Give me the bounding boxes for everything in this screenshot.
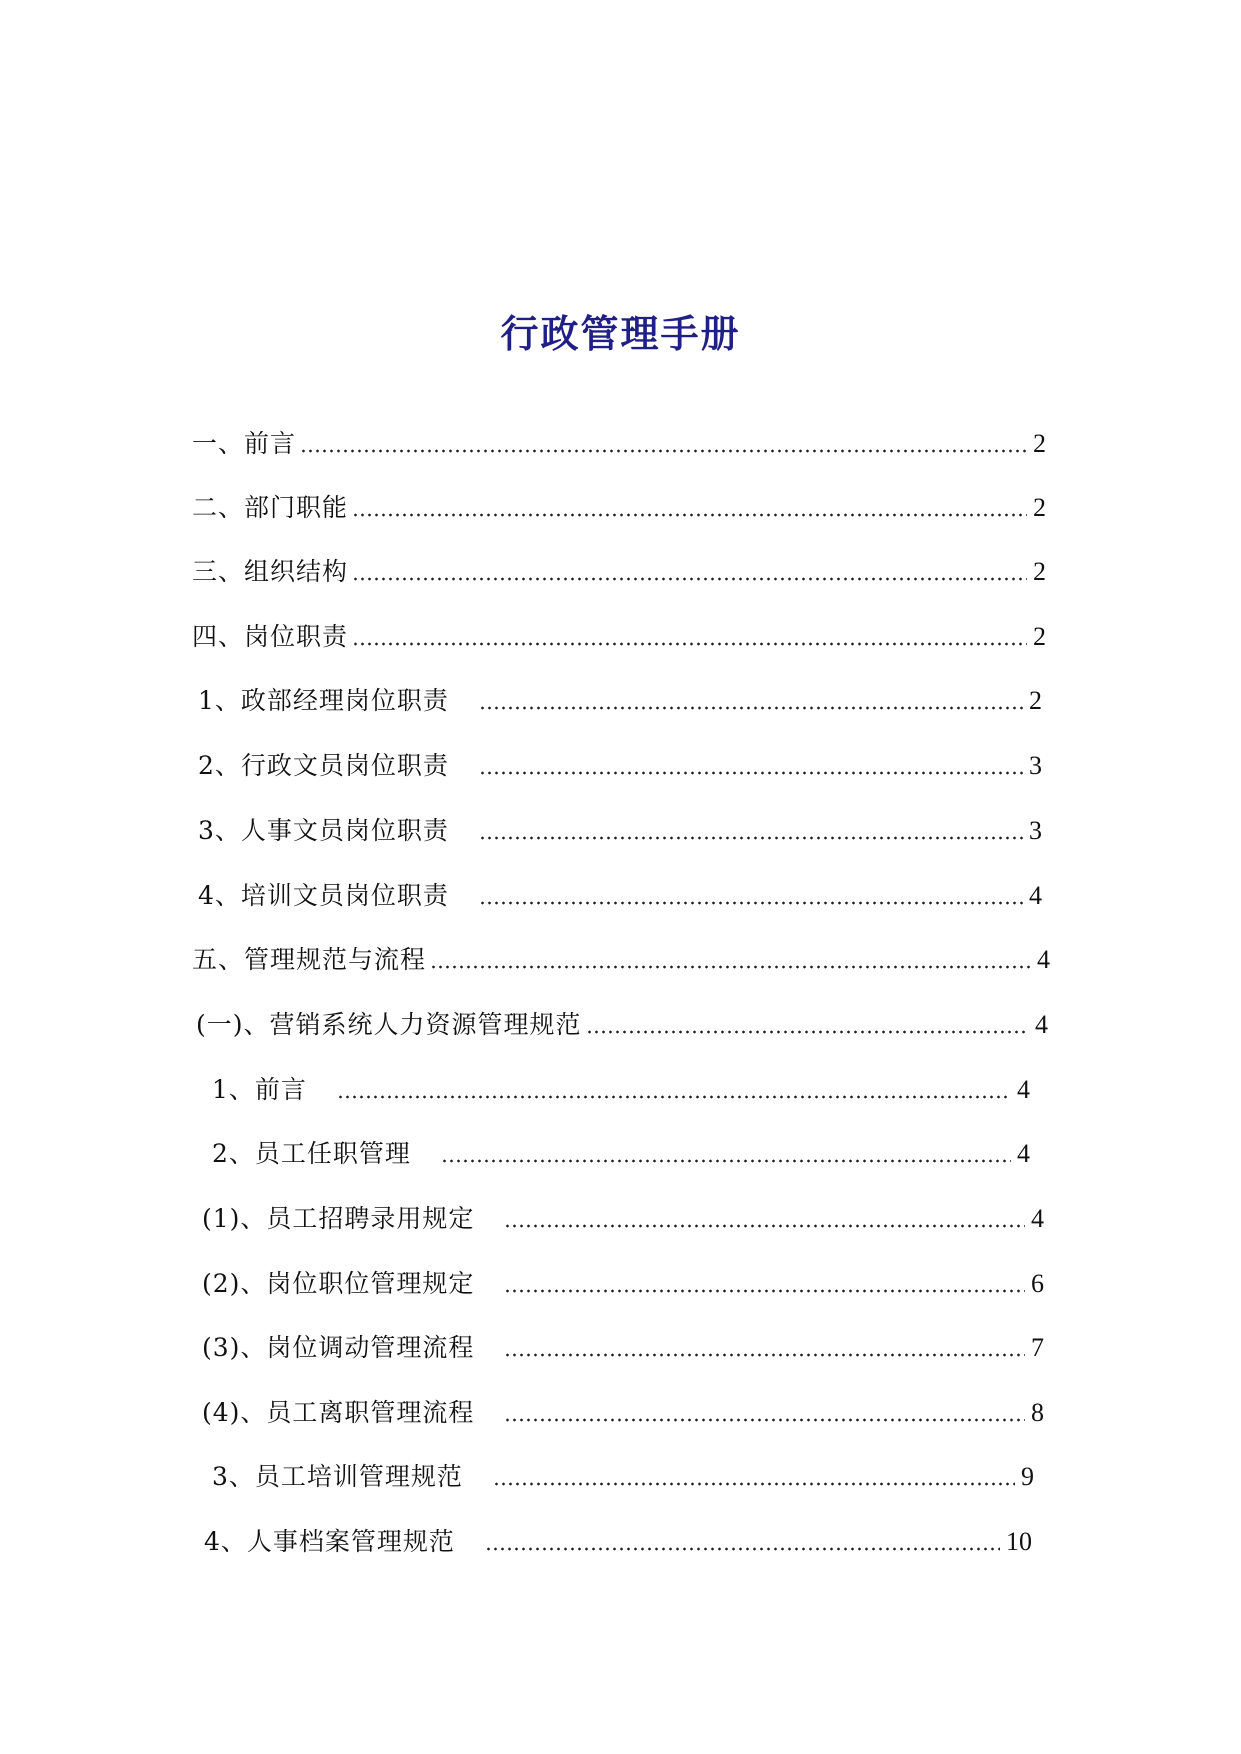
toc-entry[interactable]: [202, 1264, 1044, 1304]
toc-entry-page: 4: [1035, 1010, 1048, 1039]
toc-entry[interactable]: [212, 1457, 1034, 1497]
toc-dot-leader: [504, 1417, 1025, 1423]
toc-entry[interactable]: [196, 1005, 1048, 1045]
toc-entry-label: 五、管理规范与流程: [192, 945, 427, 974]
toc-entry[interactable]: [192, 940, 1050, 980]
toc-entry-page: 7: [1031, 1333, 1044, 1362]
toc-entry-label: (2)、岗位职位管理规定: [202, 1269, 475, 1298]
toc-entry-label: 4、培训文员岗位职责: [198, 881, 449, 910]
toc-entry-label: 1、政部经理岗位职责: [198, 686, 449, 715]
toc-entry-page: 2: [1029, 686, 1042, 715]
toc-dot-leader: [504, 1352, 1025, 1358]
toc-entry-page: 4: [1037, 945, 1050, 974]
toc-entry-page: 3: [1029, 816, 1042, 845]
toc-entry-label: 4、人事档案管理规范: [204, 1527, 455, 1556]
toc-entry-label: 2、员工任职管理: [212, 1139, 411, 1168]
toc-entry-label: 二、部门职能: [192, 493, 349, 522]
toc-dot-leader: [337, 1094, 1011, 1100]
toc-entry-label: 三、组织结构: [192, 557, 349, 586]
toc-entry-page: 2: [1033, 429, 1046, 458]
toc-entry[interactable]: [192, 552, 1046, 592]
toc-entry-label: 四、岗位职责: [192, 622, 349, 651]
toc-entry-page: 8: [1031, 1398, 1044, 1427]
toc-entry-label: 一、前言: [192, 429, 297, 458]
toc-dot-leader: [430, 964, 1031, 970]
toc-entry-label: (一)、营销系统人力资源管理规范: [196, 1010, 582, 1039]
toc-entry-page: 4: [1017, 1075, 1030, 1104]
toc-dot-leader: [479, 835, 1023, 841]
toc-entry-page: 4: [1031, 1204, 1044, 1233]
toc-entry-page: 2: [1033, 493, 1046, 522]
toc-entry[interactable]: [198, 681, 1042, 721]
toc-entry-page: 6: [1031, 1269, 1044, 1298]
toc-dot-leader: [300, 448, 1027, 454]
toc-entry-label: 2、行政文员岗位职责: [198, 751, 449, 780]
toc-entry-label: (3)、岗位调动管理流程: [202, 1333, 475, 1362]
toc-dot-leader: [441, 1158, 1011, 1164]
toc-dot-leader: [493, 1481, 1015, 1487]
toc-dot-leader: [479, 705, 1023, 711]
toc-dot-leader: [352, 576, 1027, 582]
toc-entry[interactable]: [212, 1134, 1030, 1174]
toc-entry[interactable]: [192, 424, 1046, 464]
toc-entry[interactable]: [192, 488, 1046, 528]
toc-entry[interactable]: [204, 1522, 1032, 1562]
toc-dot-leader: [504, 1223, 1025, 1229]
toc-entry-page: 2: [1033, 622, 1046, 651]
toc-entry-label: 3、员工培训管理规范: [212, 1462, 463, 1491]
toc-entry-label: 3、人事文员岗位职责: [198, 816, 449, 845]
toc-entry[interactable]: [202, 1393, 1044, 1433]
toc-entry-page: 3: [1029, 751, 1042, 780]
toc-entry[interactable]: [198, 811, 1042, 851]
toc-dot-leader: [485, 1546, 1000, 1552]
toc-entry[interactable]: [212, 1070, 1030, 1110]
toc-entry-page: 4: [1017, 1139, 1030, 1168]
toc-dot-leader: [479, 770, 1023, 776]
toc-dot-leader: [352, 512, 1027, 518]
toc-dot-leader: [586, 1029, 1029, 1035]
toc-entry-page: 10: [1006, 1527, 1032, 1556]
toc-entry[interactable]: [202, 1328, 1044, 1368]
toc-entry-label: (1)、员工招聘录用规定: [202, 1204, 475, 1233]
toc-entry-label: 1、前言: [212, 1075, 307, 1104]
toc-entry[interactable]: [192, 617, 1046, 657]
toc-dot-leader: [352, 641, 1027, 647]
toc-dot-leader: [504, 1288, 1025, 1294]
toc-entry-page: 2: [1033, 557, 1046, 586]
page-title: 行政管理手册: [500, 311, 741, 357]
toc-entry[interactable]: [198, 876, 1042, 916]
toc-entry[interactable]: [198, 746, 1042, 786]
toc-entry[interactable]: [202, 1199, 1044, 1239]
toc-entry-page: 4: [1029, 881, 1042, 910]
toc-dot-leader: [479, 900, 1023, 906]
toc-entry-page: 9: [1021, 1462, 1034, 1491]
toc-entry-label: (4)、员工离职管理流程: [202, 1398, 475, 1427]
